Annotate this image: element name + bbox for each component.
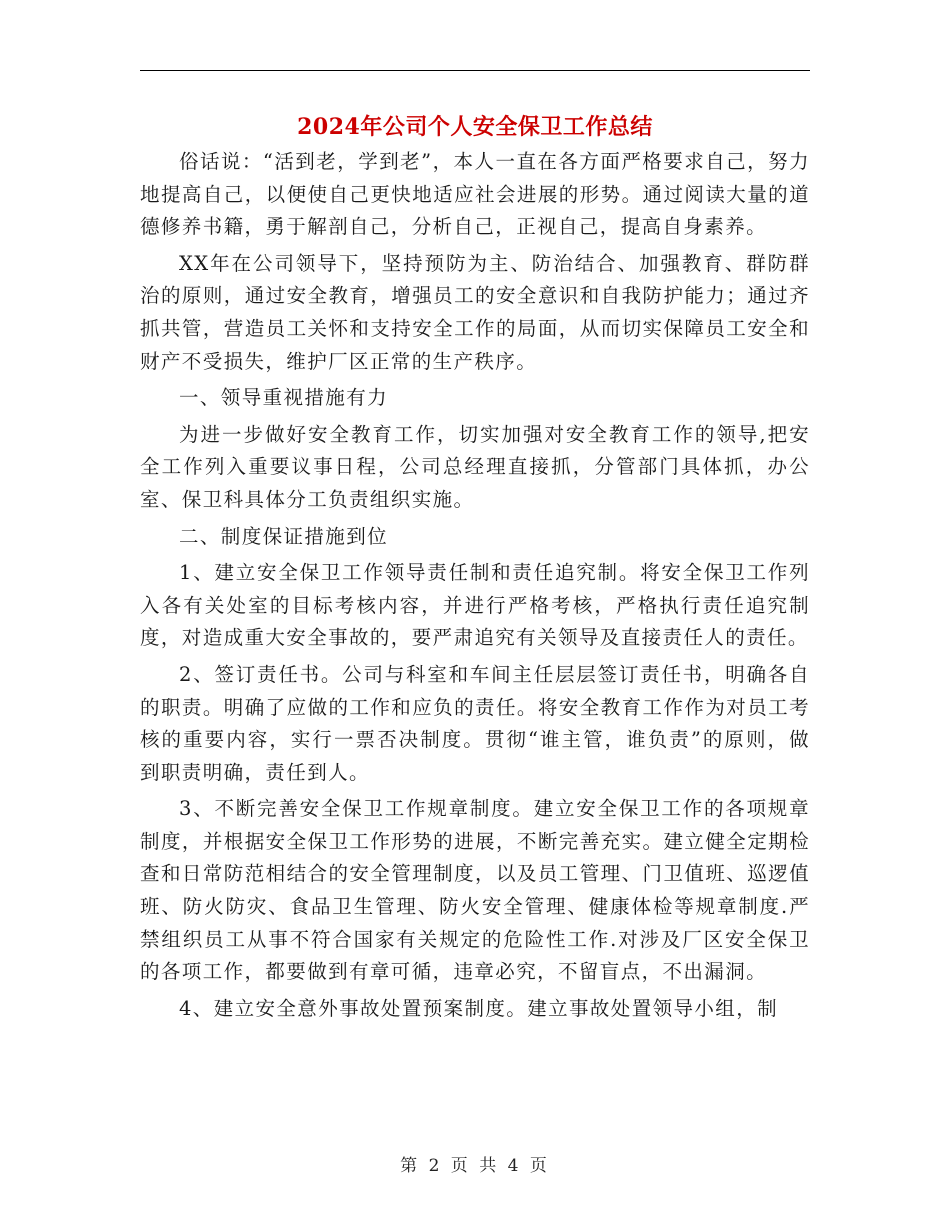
paragraph-item-3: 3、不断完善安全保卫工作规章制度。建立安全保卫工作的各项规章制度，并根据安全保卫工作形势的进展，不断完善充实。建立健全定期检查和日常防范相结合的安全管理制度，以及员工管理、门卫值班、巡逻值班、防火防灾、食品卫生管理、防火安全管理、健康体检等规章制度.严禁组织员工从事不符合国家有关规定的危险性工作.对涉及厂区安全保卫的各项工作，都要做到有章可循，违章必究，不留盲点，不出漏洞。	[140, 797, 810, 984]
paragraph-intro: 俗话说：“活到老，学到老”，本人一直在各方面严格要求自己，努力地提高自己，以便使自己更快地适应社会进展的形势。通过阅读大量的道德修养书籍，勇于解剖自己，分析自己，正视自己，提高自身素养。	[140, 150, 810, 239]
paragraph-item-2: 2、签订责任书。公司与科室和车间主任层层签订责任书，明确各自的职责。明确了应做的工作和应负的责任。将安全教育工作作为对员工考核的重要内容，实行一票否决制度。贯彻“谁主管，谁负责”的原则，做到职责明确，责任到人。	[140, 662, 810, 784]
document-body	[140, 146, 810, 1029]
paragraph-item-1: 1、建立安全保卫工作领导责任制和责任追究制。将安全保卫工作列入各有关处室的目标考核内容，并进行严格考核，严格执行责任追究制度，对造成重大安全事故的，要严肃追究有关领导及直接责任人的责任。	[140, 561, 810, 650]
section-heading-leadership: 一、领导重视措施有力	[179, 386, 389, 410]
paragraph-principles: XX年在公司领导下，坚持预防为主、防治结合、加强教育、群防群治的原则，通过安全教育，增强员工的安全意识和自我防护能力；通过齐抓共管，营造员工关怀和支持安全工作的局面，从而切实保障员工安全和财产不受损失，维护厂区正常的生产秩序。	[140, 251, 810, 373]
paragraph-leadership: 为进一步做好安全教育工作，切实加强对安全教育工作的领导,把安全工作列入重要议事日程，公司总经理直接抓，分管部门具体抓，办公室、保卫科具体分工负责组织实施。	[140, 422, 810, 511]
page-number: 第 2 页 共 4 页	[400, 1156, 550, 1176]
paragraph-item-4: 4、建立安全意外事故处置预案制度。建立事故处置领导小组，制	[179, 996, 779, 1020]
section-heading-system: 二、制度保证措施到位	[179, 524, 389, 548]
header-rule	[140, 70, 810, 71]
document-title: 2024年公司个人安全保卫工作总结	[297, 114, 653, 140]
